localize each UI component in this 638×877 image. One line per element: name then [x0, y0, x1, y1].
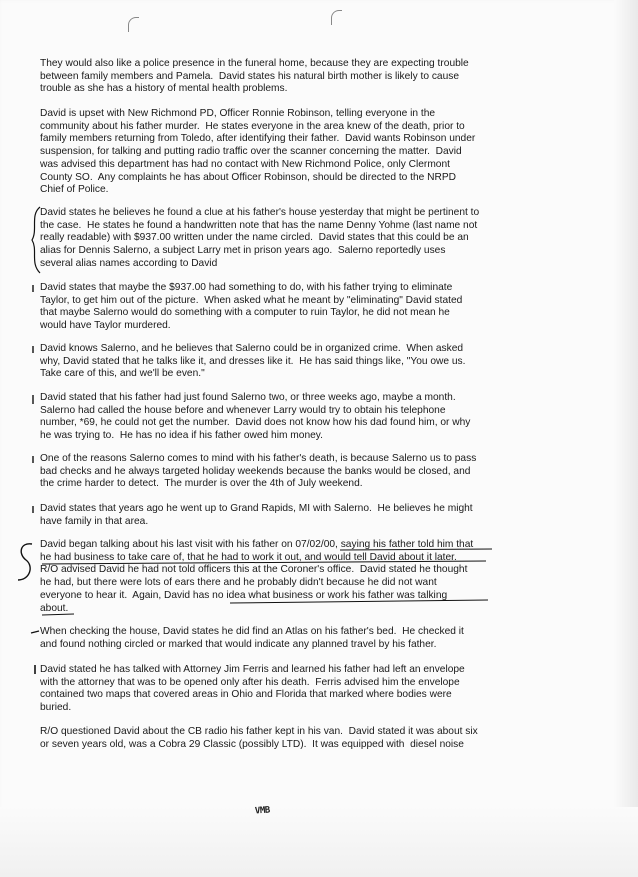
paragraph-funeral-home: They would also like a police presence in the funeral home, because they are expecting trouble between family members and Pamela. David states his natural birth mother is likely to cause trouble as she has a history of mental health problems. — [40, 58, 469, 95]
margin-tick-1 — [30, 284, 36, 294]
margin-bracket-mark — [28, 205, 44, 275]
margin-dash-mark — [30, 628, 40, 636]
paragraph-handwritten-note: David states he believes he found a clue at his father's house yesterday that might be pertinent to the case. He states he found a handwritten note that has the name Denny Yohme (last name not really readable) with $937.00 written under the name circled. David states that this could be an alias for Dennis Salerno, a subject Larry met in prison years ago. Salerno reportedly uses several alias names according to David — [40, 207, 480, 269]
paragraph-new-richmond-pd: David is upset with New Richmond PD, Officer Ronnie Robinson, telling everyone in the community about his father murder. He states everyone in the area knew of the death, prior to family members returning from Toledo, after identifying their father. David wants Robinson under suspension, for talking and putting radio traffic over the scanner concerning the matter. David was advised this department has had no contact with New Richmond Police, only Clermont County SO. Any complaints he has about Officer Robinson, should be directed to the NRPD Chief of Police. — [40, 108, 476, 196]
paragraph-last-visit: David began talking about his last visit with his father on 07/02/00, saying his father told him that he had business to take care of, that he had to work it out, and would tell David about it later. R/O advised David he had not told officers this at the Coroner's office. David stated he thought he had, but there were lots of ears there and he probably didn't because he did not want everyone to hear it. Again, David has no idea what business or work his father was talking about. — [40, 539, 474, 614]
margin-s-mark — [14, 540, 36, 586]
paragraph-organized-crime: David knows Salerno, and he believes that Salerno could be in organized crime. When asked why, David stated that he talks like it, and dresses like it. He has said things like, "You owe us. Take care of this, and we'll be even." — [40, 343, 466, 380]
sheet-edge-shadow — [614, 0, 638, 877]
margin-tick-2 — [30, 345, 36, 355]
paragraph-grand-rapids: David states that years ago he went up to Grand Rapids, MI with Salerno. He believes he might have family in that area. — [40, 503, 473, 527]
margin-tick-4 — [30, 455, 36, 465]
paragraph-937-dollars: David states that maybe the $937.00 had something to do, with his father trying to eliminate Taylor, to get him out of the picture. When asked what he meant by "eliminating" David stated that maybe Salerno would do something with a computer to ruin Taylor, he did not mean he would have Taylor murdered. — [40, 282, 463, 332]
hole-punch-mark-left — [128, 17, 139, 32]
paragraph-cb-radio: R/O questioned David about the CB radio his father kept in his van. David stated it was about six or seven years old, was a Cobra 29 Classic (possibly LTD). It was equipped with diesel noise — [40, 726, 478, 750]
page-bottom-shade — [0, 807, 638, 877]
handwritten-underline — [40, 548, 500, 618]
margin-tick-5 — [30, 505, 36, 515]
initials-stamp: VMB — [254, 805, 271, 817]
hole-punch-mark-right — [331, 10, 342, 25]
paragraph-found-salerno: David stated that his father had just found Salerno two, or three weeks ago, maybe a month. Salerno had called the house before and whenever Larry would try to obtain his telephone number, *69, he could not get the number. David does not know how his dad found him, or why he was trying to. He has no idea if his father owed him money. — [40, 392, 471, 442]
paragraph-atlas: When checking the house, David states he did find an Atlas on his father's bed. He checked it and found nothing circled or marked that would indicate any planned travel by his father. — [40, 626, 464, 650]
margin-tick-3 — [30, 394, 36, 406]
paragraph-bad-checks: One of the reasons Salerno comes to mind with his father's death, is because Salerno us to pass bad checks and he always targeted holiday weekends because the banks would be closed, and the crime harder to detect. The murder is over the 4th of July weekend. — [40, 453, 477, 490]
margin-tick-6 — [32, 664, 38, 676]
paragraph-attorney-envelope: David stated he has talked with Attorney Jim Ferris and learned his father had left an envelope with the attorney that was to be opened only after his death. Ferris advised him the envelope contained two maps that covered areas in Ohio and Florida that marked where bodies were buried. — [40, 664, 465, 714]
